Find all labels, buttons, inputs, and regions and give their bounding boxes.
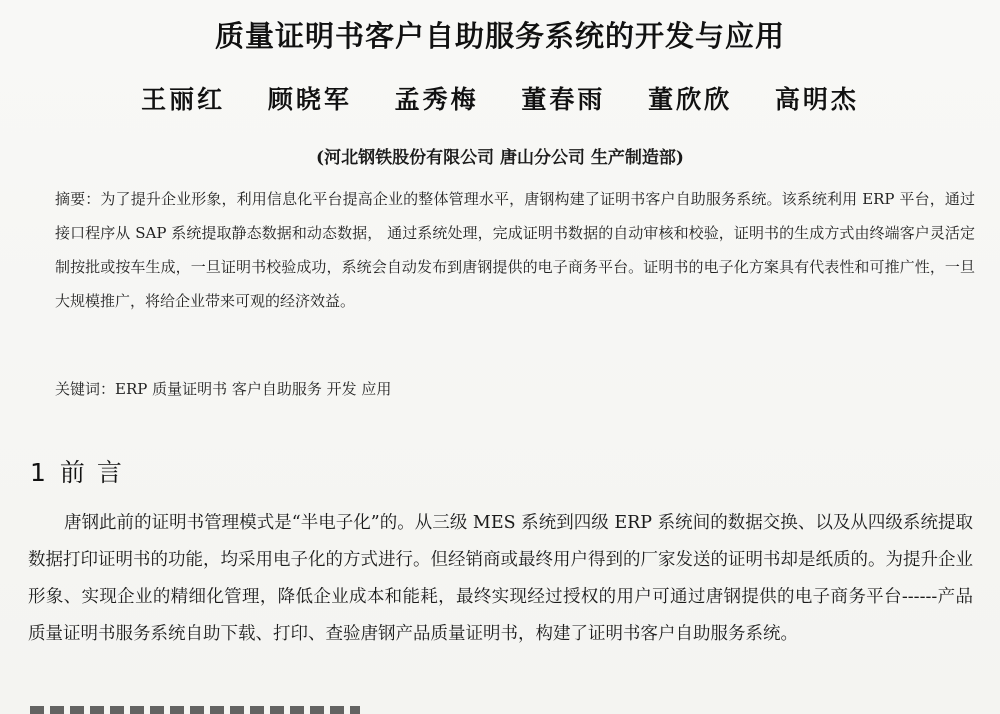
author-list [0, 80, 1000, 116]
author-name: 孟秀梅 [394, 85, 479, 114]
author-name: 高明杰 [774, 85, 859, 114]
next-section-heading-cropped [30, 702, 370, 714]
section-title: 前 言 [59, 458, 124, 487]
section-body: 唐钢此前的证明书管理模式是“半电子化”的。从三级 MES 系统到四级 ERP 系统间的数据交换、以及从四级系统提取数据打印证明书的功能，均采用电子化的方式进行。但经销商或最终用户得到的厂家发送的证明书却是纸质的。为提升企业形象、实现企业的精细化管理，降低企业成本和能耗，最终实现经过授权的用户可通过唐钢提供的电子商务平台------产品质量证明书服务系统自助下载、打印、查验唐钢产品质量证明书，构建了证明书客户自助服务系统。 [28, 513, 973, 644]
keywords-text: ERP 质量证明书 客户自助服务 开发 应用 [115, 380, 392, 398]
author-name: 顾晓军 [267, 85, 352, 114]
abstract-label: 摘要： [55, 190, 101, 208]
abstract [55, 182, 975, 318]
section-heading [30, 453, 124, 489]
abstract-text: 为了提升企业形象，利用信息化平台提高企业的整体管理水平，唐钢构建了证明书客户自助服务系统。该系统利用 ERP 平台，通过接口程序从 SAP 系统提取静态数据和动态数据， 通过系统处理，完成证明书数据的自动审核和校验，证明书的生成方式由终端客户灵活定制按批或按车生成，一旦证明书校验成功，系统会自动发布到唐钢提供的电子商务平台。证明书的电子化方案具有代表性和可推广性，一旦大规模推广，将给企业带来可观的经济效益。 [55, 190, 975, 310]
keywords [55, 375, 955, 403]
section-number: 1 [30, 458, 48, 487]
keywords-label: 关键词： [55, 380, 116, 398]
affiliation: (河北钢铁股份有限公司 唐山分公司 生产制造部) [316, 148, 684, 168]
author-name: 董春雨 [521, 85, 606, 114]
paper-title: 质量证明书客户自助服务系统的开发与应用 [214, 19, 785, 53]
author-name: 王丽红 [141, 85, 226, 114]
cropped-heading-ink [30, 706, 360, 714]
author-name: 董欣欣 [648, 85, 733, 114]
